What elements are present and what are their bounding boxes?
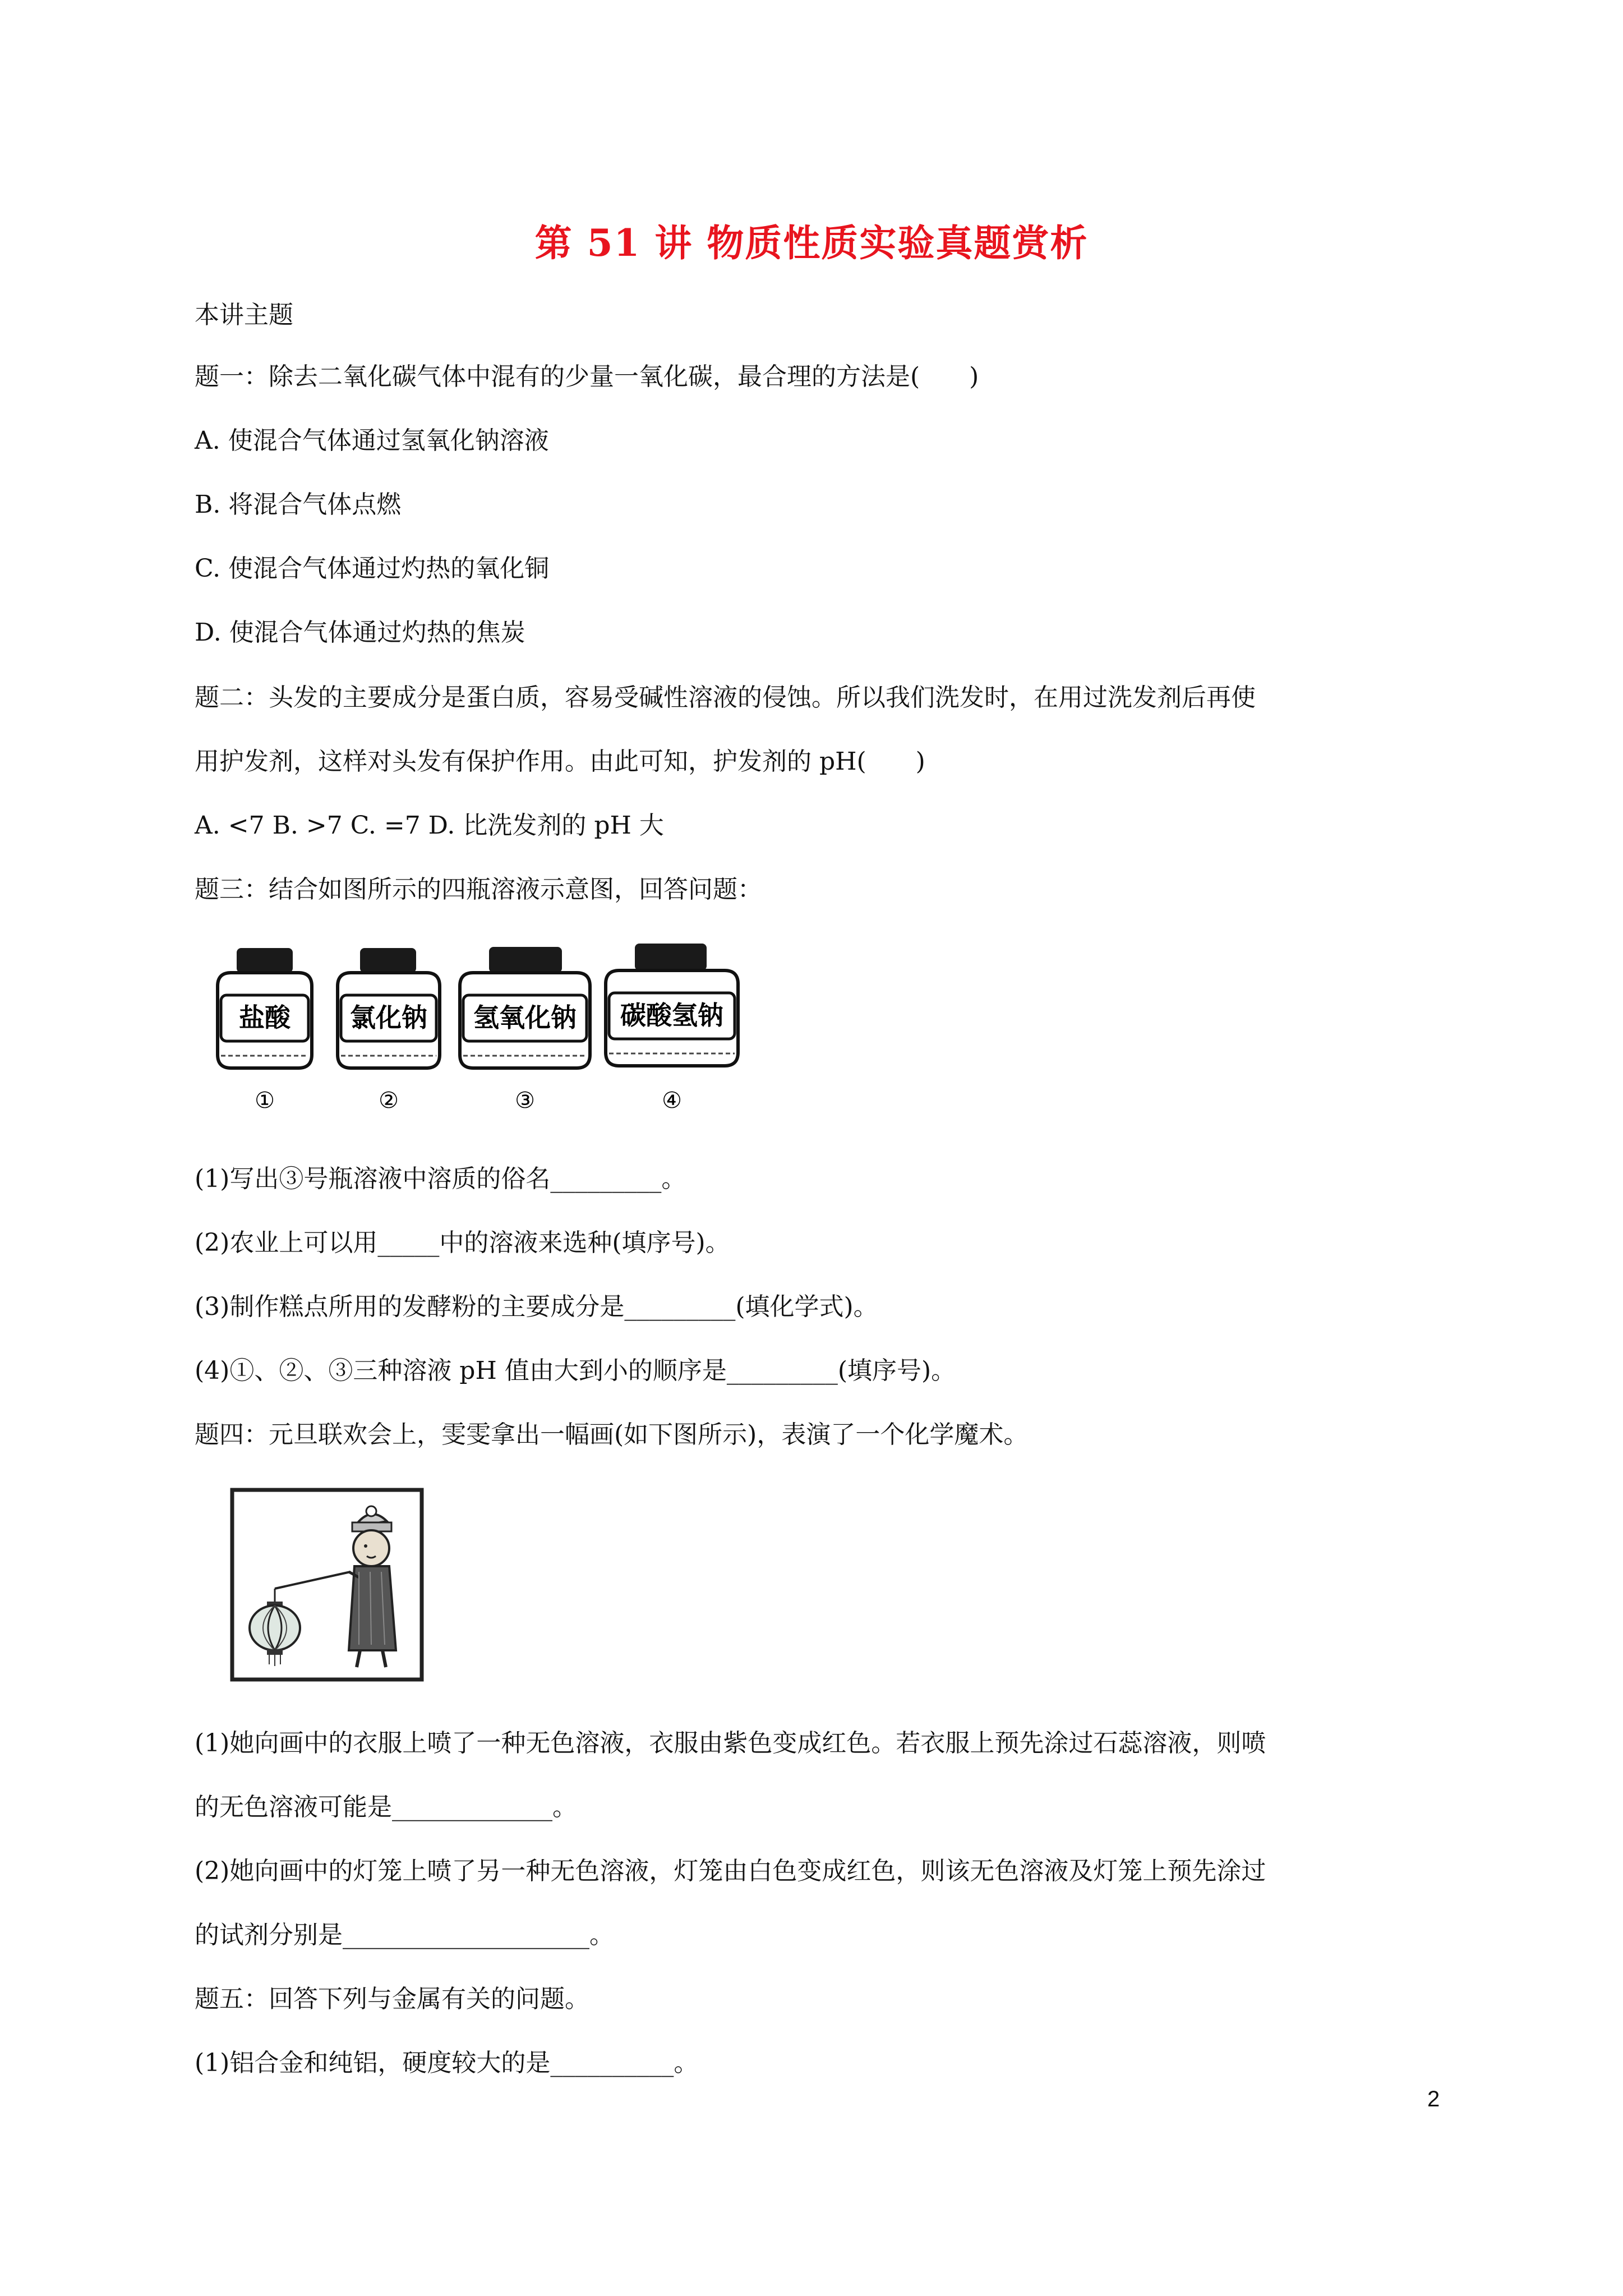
q3-stem: 题三：结合如图所示的四瓶溶液示意图，回答问题： bbox=[195, 875, 762, 904]
bottle-4 bbox=[606, 944, 738, 1114]
q3-sub4: (4)①、②、③三种溶液 pH 值由大到小的顺序是_________(填序号)。 bbox=[195, 1356, 956, 1385]
bottle-4-label: 碳酸氢钠 bbox=[620, 1000, 723, 1030]
q2-stem-line2: 用护发剂，这样对头发有保护作用。由此可知，护发剂的 pH( ) bbox=[195, 747, 925, 776]
lantern-picture bbox=[230, 1488, 424, 1682]
q4-sub2-line1: (2)她向画中的灯笼上喷了另一种无色溶液，灯笼由白色变成红色，则该无色溶液及灯笼上预先涂过 bbox=[195, 1857, 1266, 1885]
page-number: 2 bbox=[1427, 2087, 1440, 2111]
q3-sub2: (2)农业上可以用_____中的溶液来选种(填序号)。 bbox=[195, 1228, 730, 1257]
q5-sub1: (1)铝合金和纯铝，硬度较大的是__________。 bbox=[195, 2049, 699, 2077]
q4-stem: 题四：元旦联欢会上，雯雯拿出一幅画(如下图所示)，表演了一个化学魔术。 bbox=[195, 1420, 1029, 1449]
q1-option-a: A. 使混合气体通过氢氧化钠溶液 bbox=[195, 426, 549, 455]
bottle-1-number: ① bbox=[255, 1088, 275, 1114]
bottle-1 bbox=[218, 948, 312, 1114]
q1-option-b: B. 将混合气体点燃 bbox=[195, 490, 402, 519]
bottle-2 bbox=[338, 948, 440, 1114]
page-title: 第 51 讲 物质性质实验真题赏析 bbox=[534, 221, 1089, 265]
bottle-2-label: 氯化钠 bbox=[350, 1002, 427, 1033]
q3-sub3: (3)制作糕点所用的发酵粉的主要成分是_________(填化学式)。 bbox=[195, 1292, 878, 1321]
q4-sub2-line2: 的试剂分别是____________________。 bbox=[195, 1921, 614, 1949]
q2-stem-line1: 题二：头发的主要成分是蛋白质，容易受碱性溶液的侵蚀。所以我们洗发时，在用过洗发剂后再使 bbox=[195, 683, 1256, 712]
q1-option-c: C. 使混合气体通过灼热的氧化铜 bbox=[195, 554, 550, 583]
bottle-1-label: 盐酸 bbox=[239, 1002, 291, 1033]
child-figure bbox=[349, 1506, 396, 1667]
q3-sub1: (1)写出③号瓶溶液中溶质的俗名_________。 bbox=[195, 1165, 686, 1193]
q4-sub1-line1: (1)她向画中的衣服上喷了一种无色溶液，衣服由紫色变成红色。若衣服上预先涂过石蕊溶液，则喷 bbox=[195, 1729, 1266, 1757]
bottle-3 bbox=[460, 947, 590, 1114]
bottle-3-number: ③ bbox=[515, 1088, 535, 1114]
bottle-3-label: 氢氧化钠 bbox=[473, 1002, 577, 1033]
q1-stem: 题一：除去二氧化碳气体中混有的少量一氧化碳，最合理的方法是( ) bbox=[195, 362, 979, 391]
topic-heading: 本讲主题 bbox=[195, 301, 293, 329]
bottle-2-number: ② bbox=[379, 1088, 399, 1114]
four-bottles-figure bbox=[213, 942, 751, 1122]
q1-option-d: D. 使混合气体通过灼热的焦炭 bbox=[195, 618, 525, 647]
q2-options: A. <7 B. >7 C. =7 D. 比洗发剂的 pH 大 bbox=[195, 811, 664, 840]
bottle-4-number: ④ bbox=[662, 1088, 682, 1114]
q4-sub1-line2: 的无色溶液可能是_____________。 bbox=[195, 1793, 577, 1821]
q5-stem: 题五：回答下列与金属有关的问题。 bbox=[195, 1985, 589, 2013]
